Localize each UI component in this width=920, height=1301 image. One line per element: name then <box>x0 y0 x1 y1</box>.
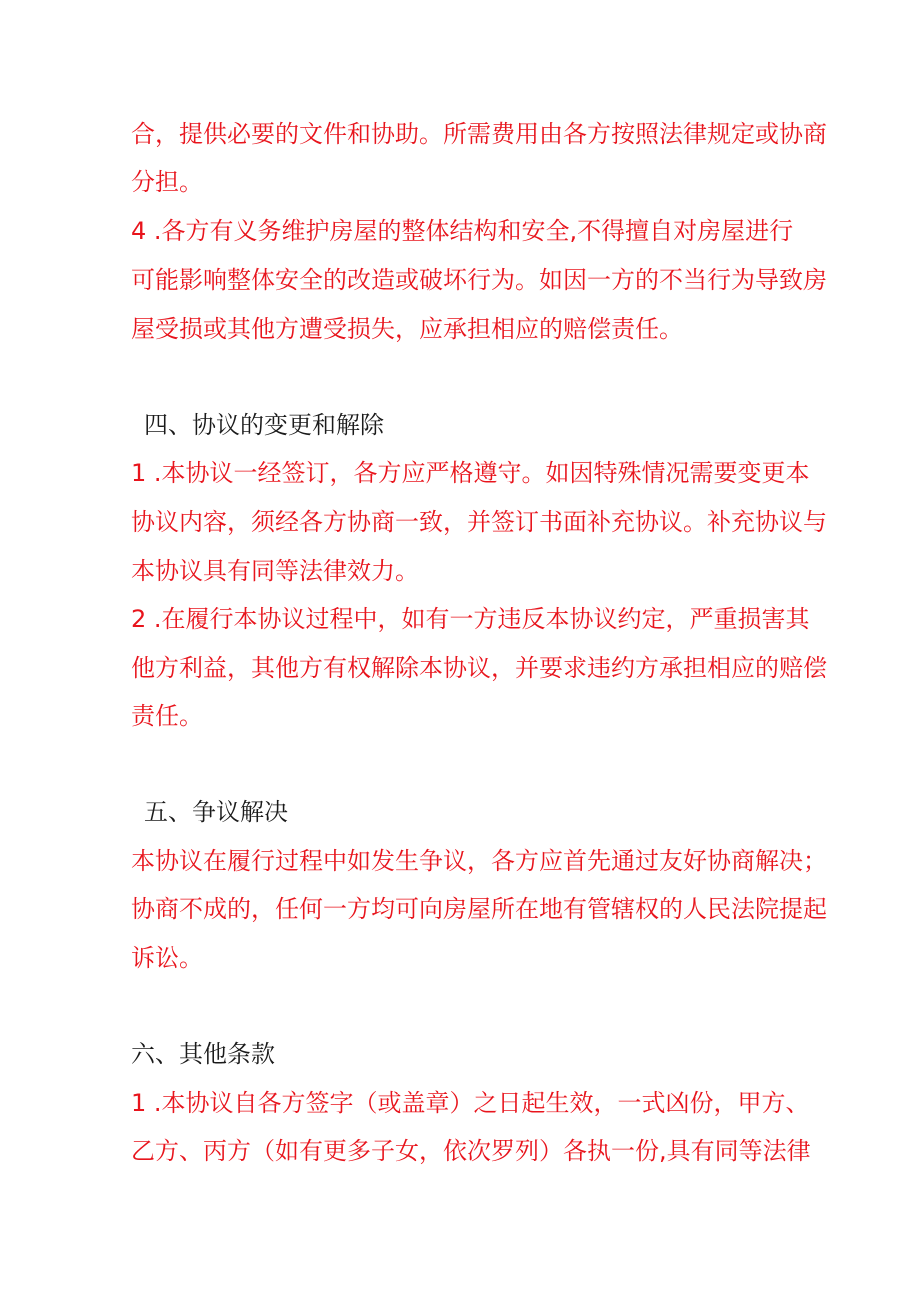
body-line: 1 .本协议自各方签字（或盖章）之日起生效，一式凶份，甲方、 <box>131 1089 810 1117</box>
body-line: 合，提供必要的文件和协助。所需费用由各方按照法律规定或协商 <box>131 120 827 148</box>
body-line: 乙方、丙方（如有更多子女，依次罗列）各执一份,具有同等法律 <box>131 1137 811 1165</box>
body-line: 4 .各方有义务维护房屋的整体结构和安全,不得擅自对房屋进行 <box>131 217 794 245</box>
body-line: 责任。 <box>131 702 203 730</box>
body-line: 本协议在履行过程中如发生争议，各方应首先通过友好协商解决； <box>131 847 827 875</box>
body-line: 他方利益，其他方有权解除本协议，并要求违约方承担相应的赔偿 <box>131 654 827 682</box>
body-line: 屋受损或其他方遭受损失，应承担相应的赔偿责任。 <box>131 315 683 343</box>
body-line: 诉讼。 <box>131 944 203 972</box>
body-line: 1 .本协议一经签订，各方应严格遵守。如因特殊情况需要变更本 <box>131 459 810 487</box>
section-heading: 五、争议解决 <box>144 798 288 826</box>
body-line: 分担。 <box>131 168 203 196</box>
body-line: 可能影响整体安全的改造或破坏行为。如因一方的不当行为导致房 <box>131 266 827 294</box>
body-line: 协议内容，须经各方协商一致，并签订书面补充协议。补充协议与 <box>131 508 827 536</box>
section-heading: 六、其他条款 <box>131 1040 275 1068</box>
body-line: 本协议具有同等法律效力。 <box>131 557 419 585</box>
section-heading: 四、协议的变更和解除 <box>144 411 384 439</box>
body-line: 2 .在履行本协议过程中，如有一方违反本协议约定，严重损害其 <box>131 605 810 633</box>
body-line: 协商不成的，任何一方均可向房屋所在地有管辖权的人民法院提起 <box>131 895 827 923</box>
